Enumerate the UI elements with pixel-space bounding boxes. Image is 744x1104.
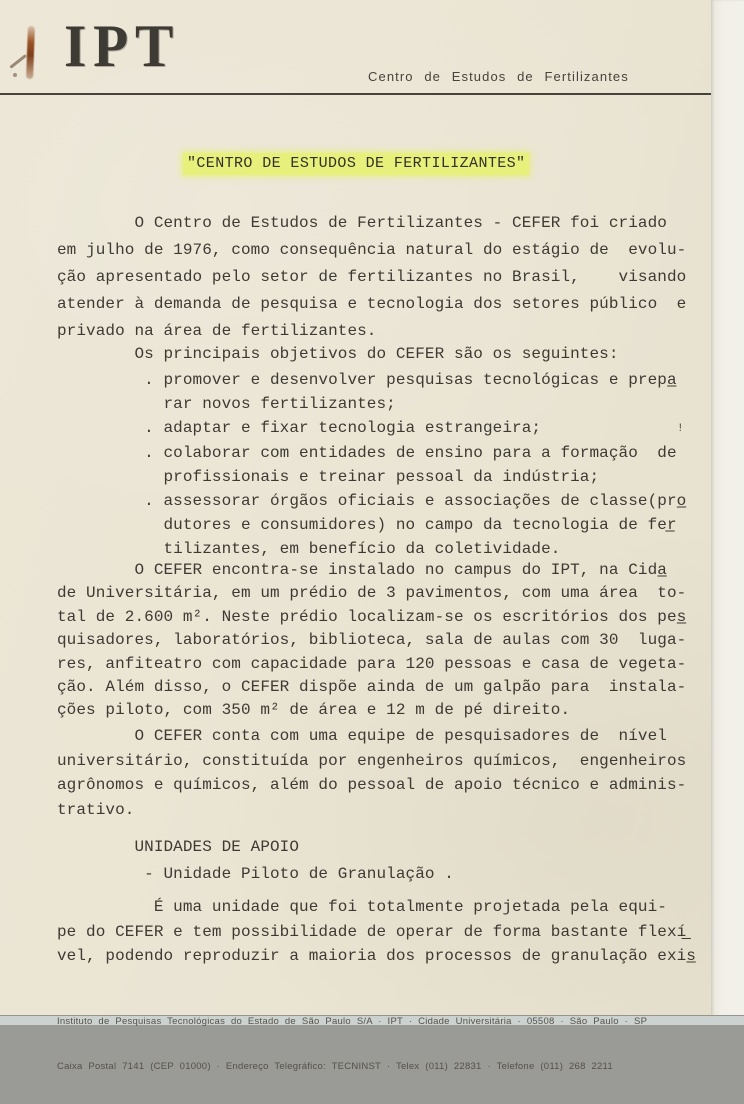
footer-address-line-2: Caixa Postal 7141 (CEP 01000) · Endereço Telegráfico: TECNINST · Telex (011) 22831 · Telefone (011) 268 2211 xyxy=(57,1061,613,1072)
text-line: res, anfiteatro com capacidade para 120 pessoas e casa de vegeta- xyxy=(57,654,687,673)
footer-address xyxy=(57,984,647,1104)
text-line: É uma unidade que foi totalmente projetada pela equi- xyxy=(57,898,667,916)
support-unit-item xyxy=(57,862,454,886)
scanner-edge-right xyxy=(711,0,744,1024)
text-line: atender à demanda de pesquisa e tecnologia dos setores público e xyxy=(57,295,687,313)
margin-exclamation-mark: ! xyxy=(677,423,684,435)
text-line: - Unidade Piloto de Granulação . xyxy=(57,865,454,883)
ink-dot-mark xyxy=(13,73,17,77)
text-line: ção. Além disso, o CEFER dispõe ainda de um galpão para instala- xyxy=(57,678,687,697)
text-line: privado na área de fertilizantes. xyxy=(57,322,377,340)
rust-stain-mark xyxy=(26,26,35,79)
list-item-line: tilizantes, em benefício da coletividade. xyxy=(57,540,561,559)
objectives-heading xyxy=(57,342,619,366)
ipt-logo: IPT xyxy=(64,13,181,79)
text-line: ções piloto, com 350 m² de área e 12 m de pé direito. xyxy=(57,701,571,720)
list-item-line: . assessorar órgãos oficiais e associações de classe(pro̲ xyxy=(57,492,687,511)
paragraph-intro xyxy=(57,210,686,345)
list-item-line: . adaptar e fixar tecnologia estrangeira; xyxy=(57,419,542,438)
list-item-line: dutores e consumidores) no campo da tecnologia de fer̲ xyxy=(57,516,677,535)
text-line: trativo. xyxy=(57,800,135,819)
list-item-line: . promover e desenvolver pesquisas tecnológicas e prepa̲ xyxy=(57,371,677,389)
header-rule xyxy=(0,93,711,95)
text-line: agrônomos e químicos, além do pessoal de apoio técnico e adminis- xyxy=(57,776,687,795)
text-line: O CEFER conta com uma equipe de pesquisadores de nível xyxy=(57,727,667,745)
text-line: vel, podendo reproduzir a maioria dos processos de granulação exis̲ xyxy=(57,947,696,965)
support-units-heading xyxy=(57,835,299,859)
text-line: O CEFER encontra-se instalado no campus do IPT, na Cida̲ xyxy=(57,561,667,579)
text-line: em julho de 1976, como consequência natural do estágio de evolu- xyxy=(57,241,687,259)
text-line: O Centro de Estudos de Fertilizantes - CEFER foi criado xyxy=(57,214,667,232)
objectives-list xyxy=(57,368,686,562)
text-line: ção apresentado pelo setor de fertilizantes no Brasil, visando xyxy=(57,268,687,286)
text-line: UNIDADES DE APOIO xyxy=(57,838,300,856)
list-item-line: rar novos fertilizantes; xyxy=(57,395,396,414)
pen-stroke-mark xyxy=(9,54,26,68)
text-line: tal de 2.600 m². Neste prédio localizam-se os escritórios dos pes̲ xyxy=(57,607,687,626)
document-title: "CENTRO DE ESTUDOS DE FERTILIZANTES" xyxy=(183,153,529,175)
list-item-line: . colaborar com entidades de ensino para a formação de xyxy=(57,443,677,462)
text-line: de Universitária, em um prédio de 3 pavimentos, com uma área to- xyxy=(57,584,687,603)
paragraph-team xyxy=(57,724,686,822)
footer-address-line-1: Instituto de Pesquisas Tecnológicas do Estado de São Paulo S/A · IPT · Cidade Universitária · 05508 · São Paulo · SP xyxy=(57,1016,648,1027)
text-line: Os principais objetivos do CEFER são os seguintes: xyxy=(57,345,619,363)
text-line: quisadores, laboratórios, biblioteca, sala de aulas com 30 luga- xyxy=(57,631,687,650)
list-item-line: profissionais e treinar pessoal da indústria; xyxy=(57,467,600,486)
paragraph-facility xyxy=(57,559,686,723)
text-line: pe do CEFER e tem possibilidade de operar de forma bastante flexí̲ xyxy=(57,922,687,941)
department-label: Centro de Estudos de Fertilizantes xyxy=(368,69,629,84)
text-line: universitário, constituída por engenheiros químicos, engenheiros xyxy=(57,751,687,770)
paragraph-pilot-unit xyxy=(57,895,696,969)
